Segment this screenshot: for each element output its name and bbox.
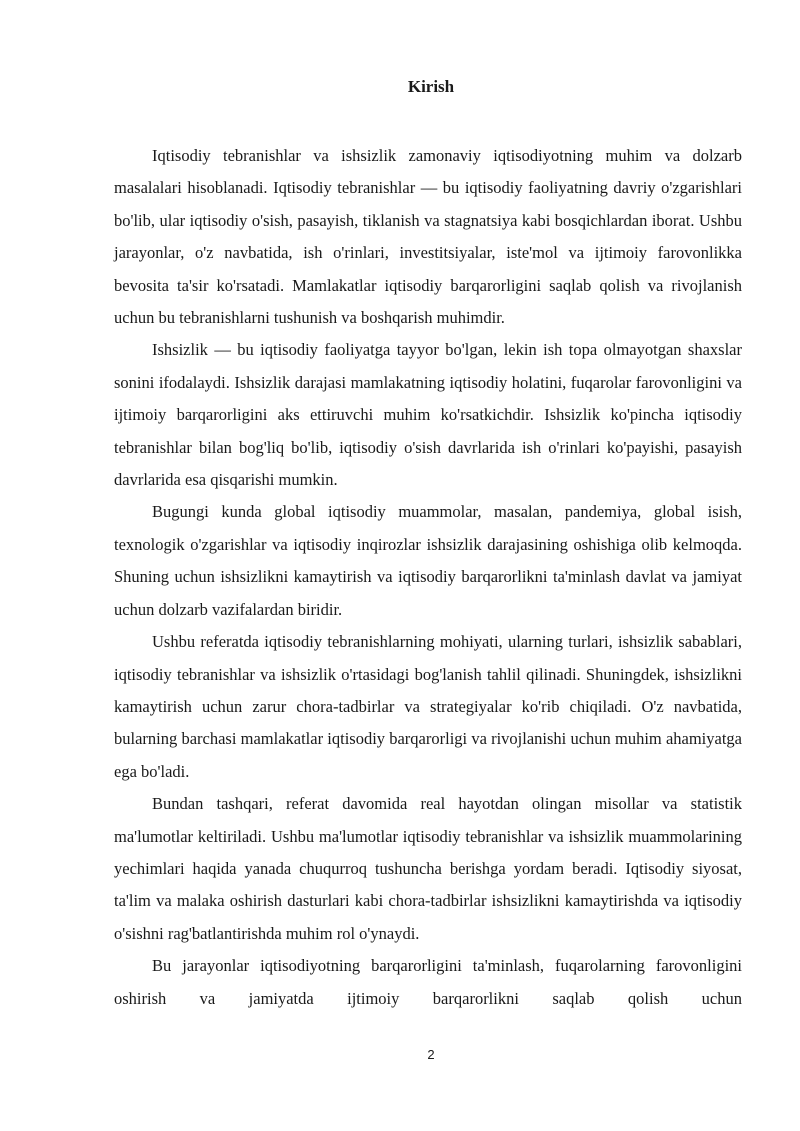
body-text	[114, 140, 742, 1015]
page-number: 2	[427, 1047, 435, 1062]
paragraph: Ishsizlik — bu iqtisodiy faoliyatga tayyor bo'lgan, lekin ish topa olmayotgan shaxslar sonini ifodalaydi. Ishsizlik darajasi mamlakatning iqtisodiy holatini, fuqarolar farovonligini va ijtimoiy barqarorligini aks ettiruvchi muhim ko'rsatkichdir. Ishsizlik ko'pincha iqtisodiy tebranishlar bilan bog'liq bo'lib, iqtisodiy o'sish davrlarida ish o'rinlari ko'payishi, pasayish davrlarida esa qisqarishi mumkin.	[114, 340, 742, 490]
paragraph: Bugungi kunda global iqtisodiy muammolar, masalan, pandemiya, global isish, texnologik o'zgarishlar va iqtisodiy inqirozlar ishsizlik darajasining oshishiga olib kelmoqda. Shuning uchun ishsizlikni kamaytirish va iqtisodiy barqarorlikni ta'minlash davlat va jamiyat uchun dolzarb vazifalardan biridir.	[114, 502, 742, 619]
paragraph: Ushbu referatda iqtisodiy tebranishlarning mohiyati, ularning turlari, ishsizlik sabablari, iqtisodiy tebranishlar va ishsizlik o'rtasidagi bog'lanish tahlil qilinadi. Shuningdek, ishsizlikni kamaytirish uchun zarur chora-tadbirlar va strategiyalar ko'rib chiqiladi. O'z navbatida, bularning barchasi mamlakatlar iqtisodiy barqarorligi va rivojlanishi uchun muhim ahamiyatga ega bo'ladi.	[114, 632, 742, 781]
paragraph: Bu jarayonlar iqtisodiyotning barqarorligini ta'minlash, fuqarolarning farovonligini oshirish va jamiyatda ijtimoiy barqarorlikni saqlab qolish uchun	[114, 956, 742, 1008]
paragraph: Iqtisodiy tebranishlar va ishsizlik zamonaviy iqtisodiyotning muhim va dolzarb masalalari hisoblanadi. Iqtisodiy tebranishlar — bu iqtisodiy faoliyatning davriy o'zgarishlari bo'lib, ular iqtisodiy o'sish, pasayish, tiklanish va stagnatsiya kabi bosqichlardan iborat. Ushbu jarayonlar, o'z navbatida, ish o'rinlari, investitsiyalar, iste'mol va ijtimoiy farovonlikka bevosita ta'sir ko'rsatadi. Mamlakatlar iqtisodiy barqarorligini saqlab qolish va rivojlanish uchun bu tebranishlarni tushunish va boshqarish muhimdir.	[114, 146, 742, 328]
section-title: Kirish	[407, 77, 455, 96]
paragraph: Bundan tashqari, referat davomida real hayotdan olingan misollar va statistik ma'lumotlar keltiriladi. Ushbu ma'lumotlar iqtisodiy tebranishlar va ishsizlik muammolarining yechimlari haqida yanada chuqurroq tushuncha berishga yordam beradi. Iqtisodiy siyosat, ta'lim va malaka oshirish dasturlari kabi chora-tadbirlar ishsizlikni kamaytirishda va iqtisodiy o'sishni rag'batlantirishda muhim rol o'ynaydi.	[114, 794, 742, 943]
